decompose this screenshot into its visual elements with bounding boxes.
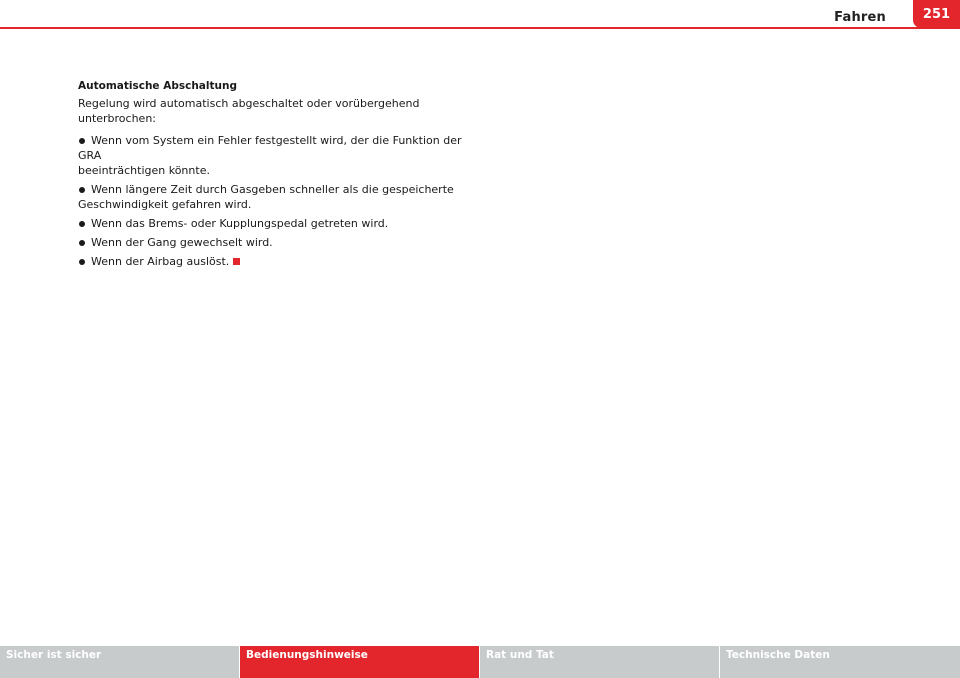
footer-tab-bedienungshinweise[interactable]: Bedienungshinweise [240,646,480,678]
footer-tab-technische-daten[interactable]: Technische Daten [720,646,960,678]
intro-text: Regelung wird automatisch abgeschaltet oder vorübergehend unterbrochen: [78,97,420,125]
bullet-text-continued: beeinträchtigen könnte. [78,164,210,177]
bullet-item [78,254,478,269]
main-content [78,79,478,273]
bullet-text: Wenn der Gang gewechselt wird. [91,236,273,249]
bullet-text: Wenn das Brems- oder Kupplungspedal getreten wird. [91,217,389,230]
bullet-text-continued: Geschwindigkeit gefahren wird. [78,198,252,211]
bullet-text: Wenn der Airbag auslöst. [91,255,230,268]
bullet-icon [79,221,85,227]
page-number: 251 [922,6,951,22]
bullet-item [78,182,478,212]
bullet-item [78,235,478,250]
bullet-icon [79,259,85,265]
footer-navigation [0,646,960,678]
bullet-text: Wenn längere Zeit durch Gasgeben schneller als die gespeicherte [91,183,454,196]
bullet-item [78,216,478,231]
bullet-text: Wenn vom System ein Fehler festgestellt wird, der die Funktion der GRA [78,134,462,162]
section-heading: Automatische Abschaltung [78,80,237,92]
bullet-icon [79,240,85,246]
bullet-item [78,133,478,178]
footer-tab-sicher-ist-sicher[interactable]: Sicher ist sicher [0,646,240,678]
footer-tab-rat-und-tat[interactable]: Rat und Tat [480,646,720,678]
header-rule [0,27,960,29]
page-number-tab [913,0,960,28]
bullet-list [78,133,478,269]
section-end-icon [233,258,240,265]
chapter-title: Fahren [834,10,886,25]
bullet-icon [79,187,85,193]
bullet-icon [79,138,85,144]
